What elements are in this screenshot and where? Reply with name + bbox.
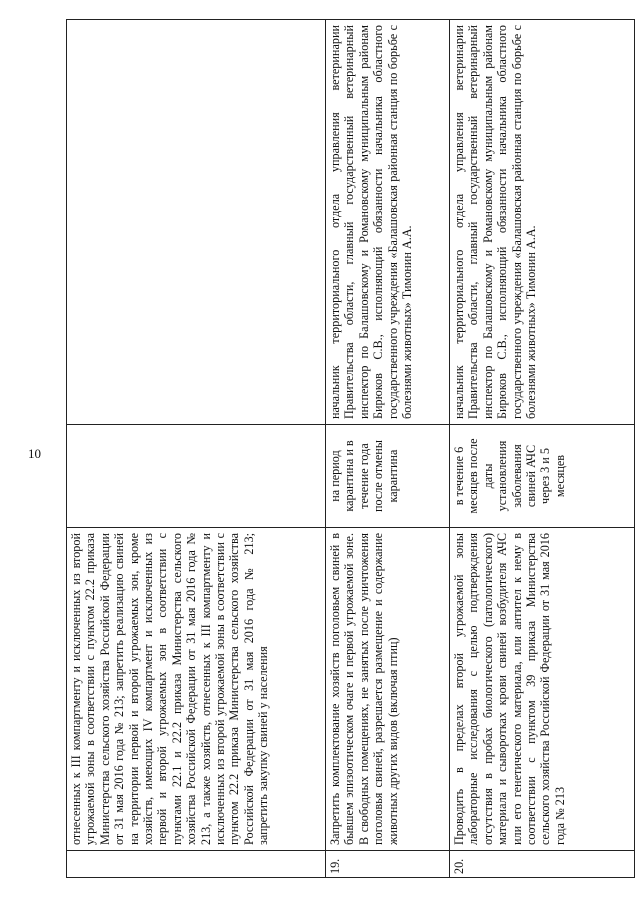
row-number [67,851,326,878]
term-cell: в течение 6 месяцев после даты установления заболевания свиней АЧС через 3 и 5 месяцев [450,425,635,528]
responsible-cell [67,20,326,425]
term-cell [67,425,326,528]
table-row [450,20,635,878]
table-row [326,20,450,878]
row-number: 19. [326,851,450,878]
responsible-cell: начальник территориального отдела управления ветеринарии Правительства области, главный государственный ветеринарный инспектор по Балашовскому и Романовскому муниципальным районам Бирюков С.В., исполняющий обязанности начальника областного государственного учреждения «Балашовская районная станция по борьбе с болезнями животных» Тимонин А.А. [450,20,635,425]
table-row [67,20,326,878]
page-number: 10 [28,446,41,461]
measures-table [66,19,635,878]
row-number: 20. [450,851,635,878]
measure-cell: Запретить комплектование хозяйств поголовьем свиней в бывшем эпизоотическом очаге и первой угрожаемой зоне. В свободных помещениях, не занятых после уничтожения поголовья свиней, разрешается размещение и содержание животных других видов (включая птиц) [326,528,450,851]
measure-cell: Проводить в пределах второй угрожаемой зоны лабораторные исследования с целью подтверждения отсутствия в пробах биологического (патологического) материала и сыворотках крови свиней возбудителя АЧС или его генетического материала, или антител к нему в соответствии с пунктом 39 приказа Министерства сельского хозяйства Российской Федерации от 31 мая 2016 года № 213 [450,528,635,851]
rotated-page [66,20,634,878]
responsible-cell: начальник территориального отдела управления ветеринарии Правительства области, главный государственный ветеринарный инспектор по Балашовскому и Романовскому муниципальным районам Бирюков С.В., исполняющий обязанности начальника областного государственного учреждения «Балашовская районная станция по борьбе с болезнями животных» Тимонин А.А. [326,20,450,425]
term-cell: на период карантина и в течение года после отмены карантина [326,425,450,528]
measure-cell: отнесенных к III компартменту и исключенных из второй угрожаемой зоны в соответствии с пунктом 22.2 приказа Министерства сельского хозяйства Российской Федерации от 31 мая 2016 года № 213; запретить реализацию свиней на территории первой и второй угрожаемых зон, кроме хозяйств, имеющих IV компартмент и исключенных из первой и второй угрожаемых зон в соответствии с пунктами 22.1 и 22.2 приказа Министерства сельского хозяйства Российской Федерации от 31 мая 2016 года № 213, а также хозяйств, отнесенных к III компартменту и исключенных из второй угрожаемой зоны в соответствии с пунктом 22.2 приказа Министерства сельского хозяйства Российской Федерации от 31 мая 2016 года № 213; запретить закупку свиней у населения [67,528,326,851]
